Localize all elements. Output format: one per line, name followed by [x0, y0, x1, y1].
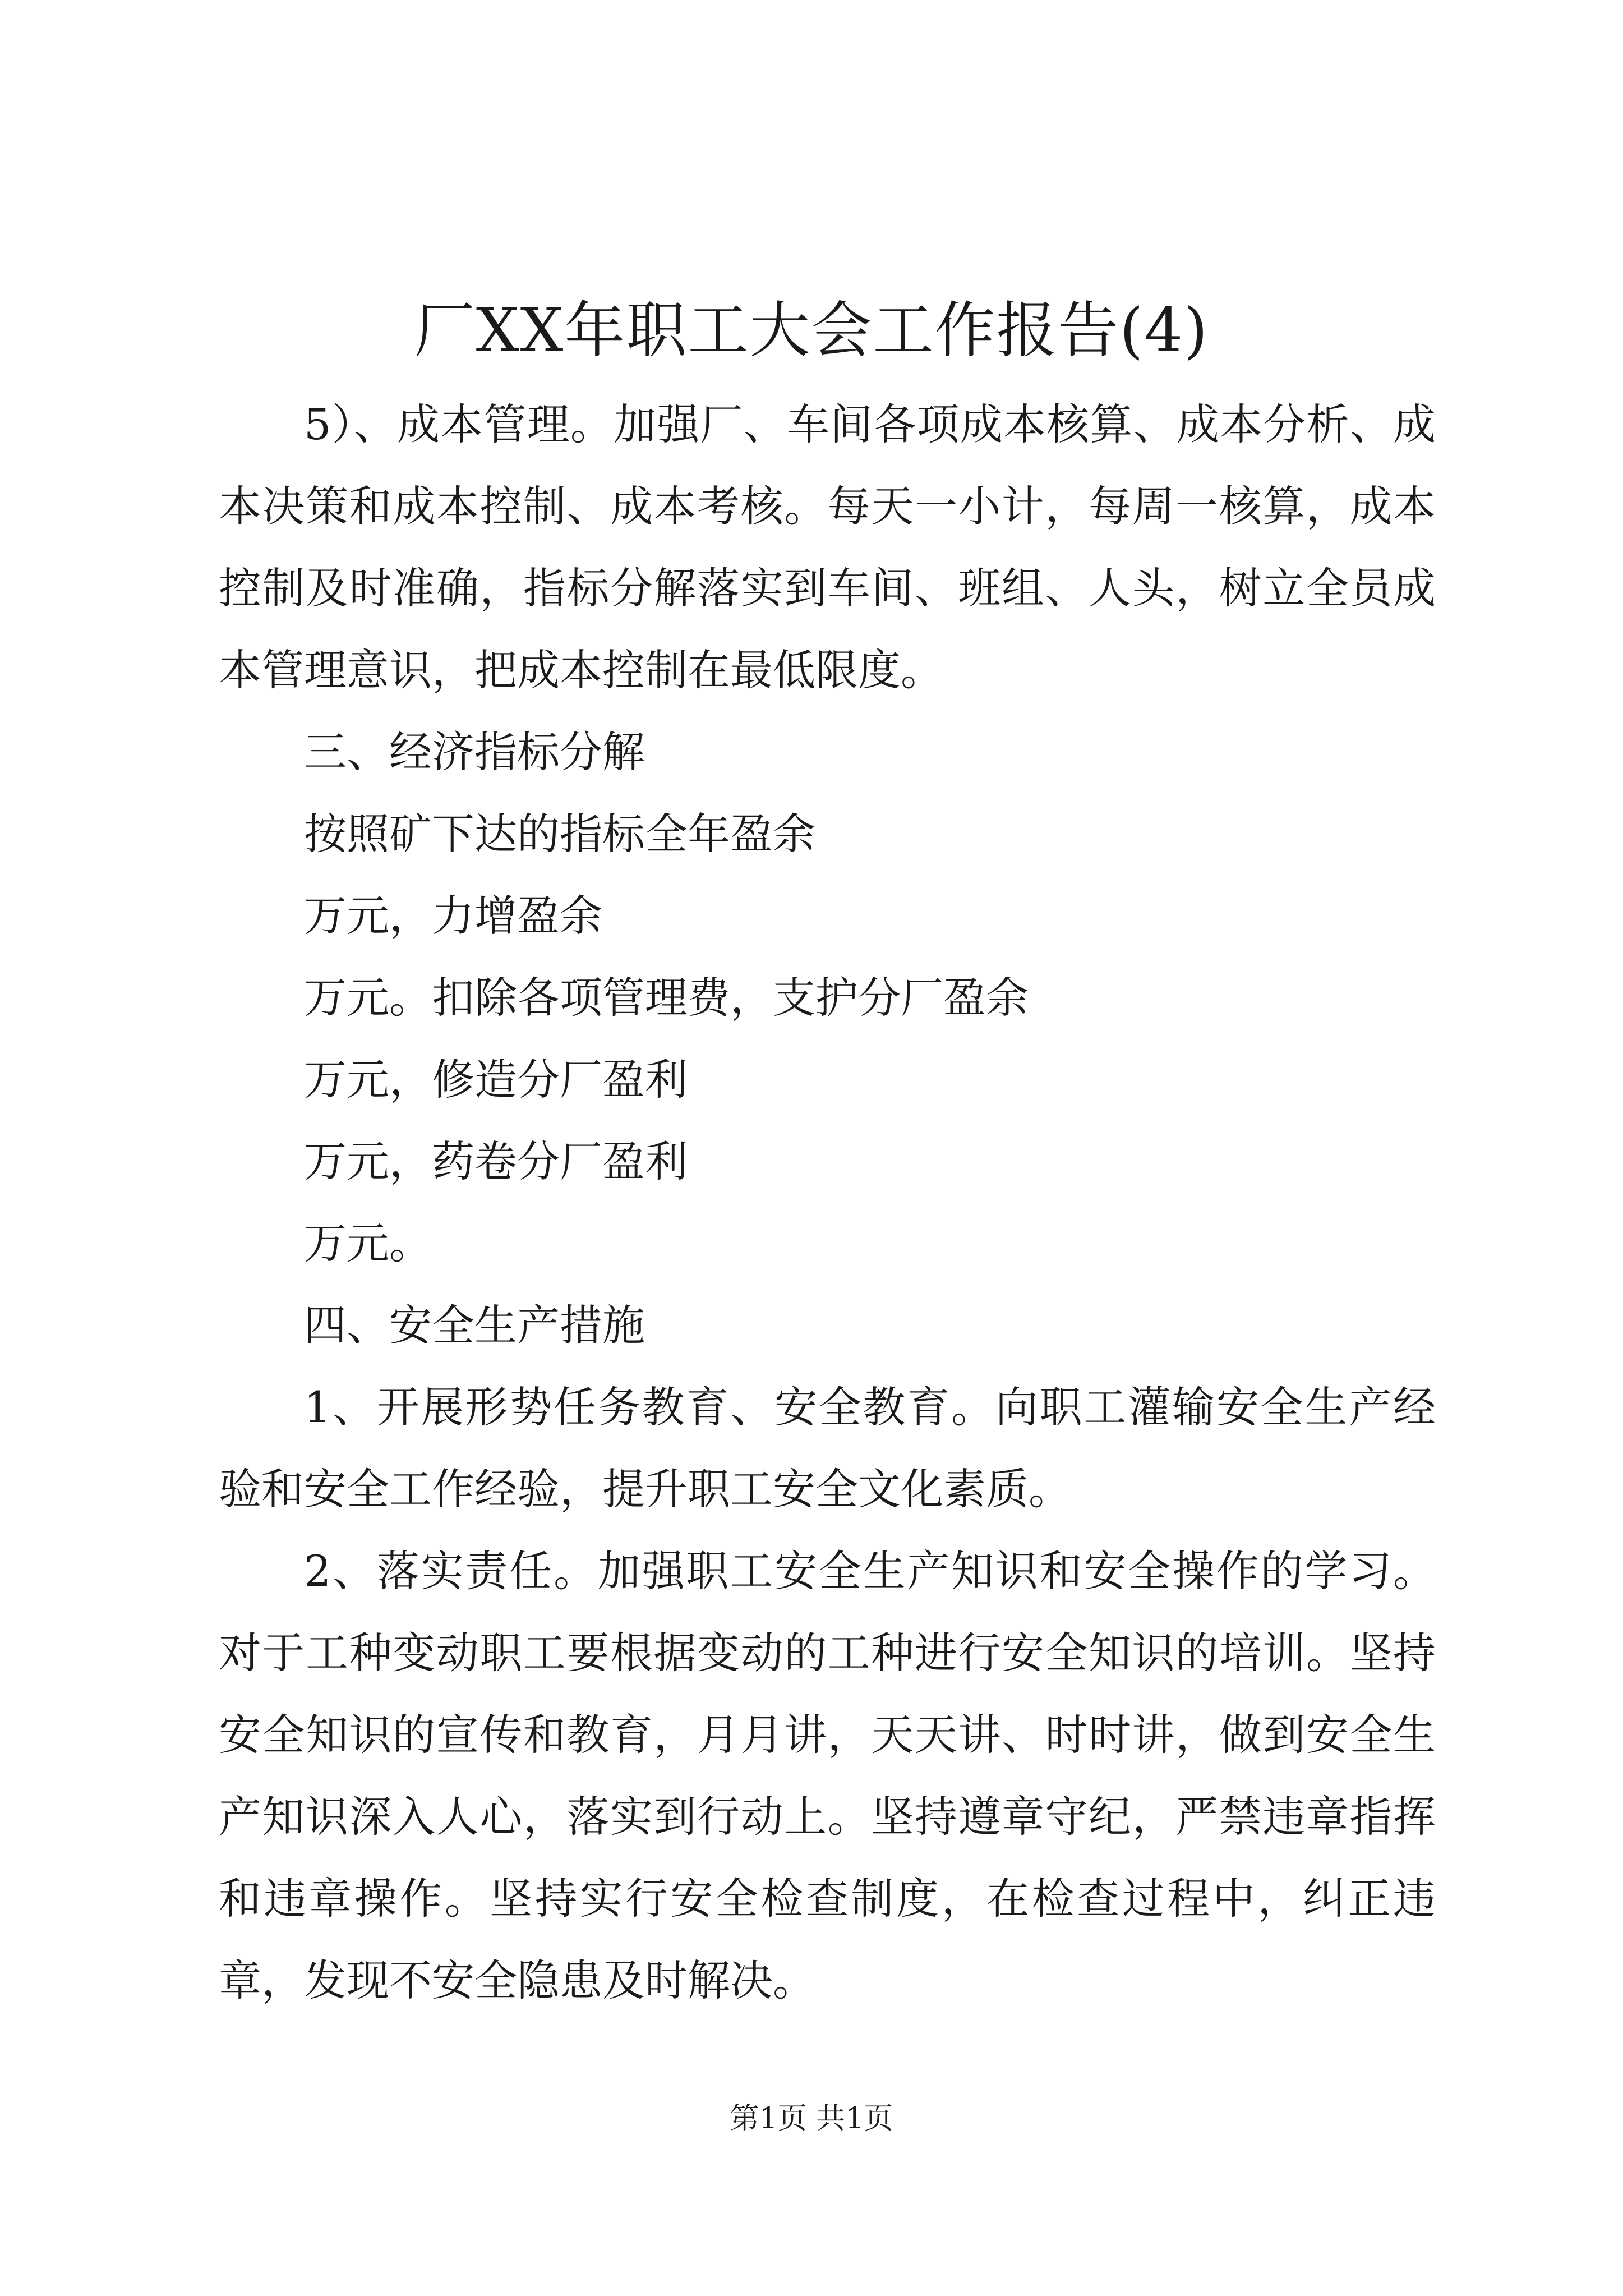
document-body: [219, 384, 1436, 2022]
paragraph-line: 万元。: [304, 1218, 432, 1268]
paragraph-line: 按照矿下达的指标全年盈余: [304, 809, 815, 859]
paragraph-cost-management: 5）、成本管理。加强厂、车间各项成本核算、成本分析、成本决策和成本控制、成本考核。每天一小计，每周一核算，成本控制及时准确，指标分解落实到车间、班组、人头，树立全员成本管理意识，把成本控制在最低限度。: [219, 399, 1436, 695]
paragraph-line: 万元，修造分厂盈利: [304, 1055, 688, 1105]
paragraph-line: 万元，力增盈余: [304, 891, 602, 941]
paragraph-responsibility: 2、落实责任。加强职工安全生产知识和安全操作的学习。对于工种变动职工要根据变动的工种进行安全知识的培训。坚持安全知识的宣传和教育，月月讲，天天讲、时时讲，做到安全生产知识深入人心，落实到行动上。坚持遵章守纪，严禁违章指挥和违章操作。坚持实行安全检查制度，在检查过程中，纠正违章，发现不安全隐患及时解决。: [219, 1546, 1436, 2005]
paragraph-line: 万元，药卷分厂盈利: [304, 1137, 688, 1186]
section-heading-safety-measures: 四、安全生产措施: [304, 1300, 645, 1350]
paragraph-line: 万元。扣除各项管理费，支护分厂盈余: [304, 973, 1029, 1023]
section-heading-economic-indicators: 三、经济指标分解: [304, 727, 645, 777]
page-number-footer: 第1页 共1页: [730, 2102, 893, 2136]
document-title: 厂XX年职工大会工作报告(4): [414, 296, 1209, 366]
paragraph-safety-education: 1、开展形势任务教育、安全教育。向职工灌输安全生产经验和安全工作经验，提升职工安全文化素质。: [219, 1382, 1436, 1514]
